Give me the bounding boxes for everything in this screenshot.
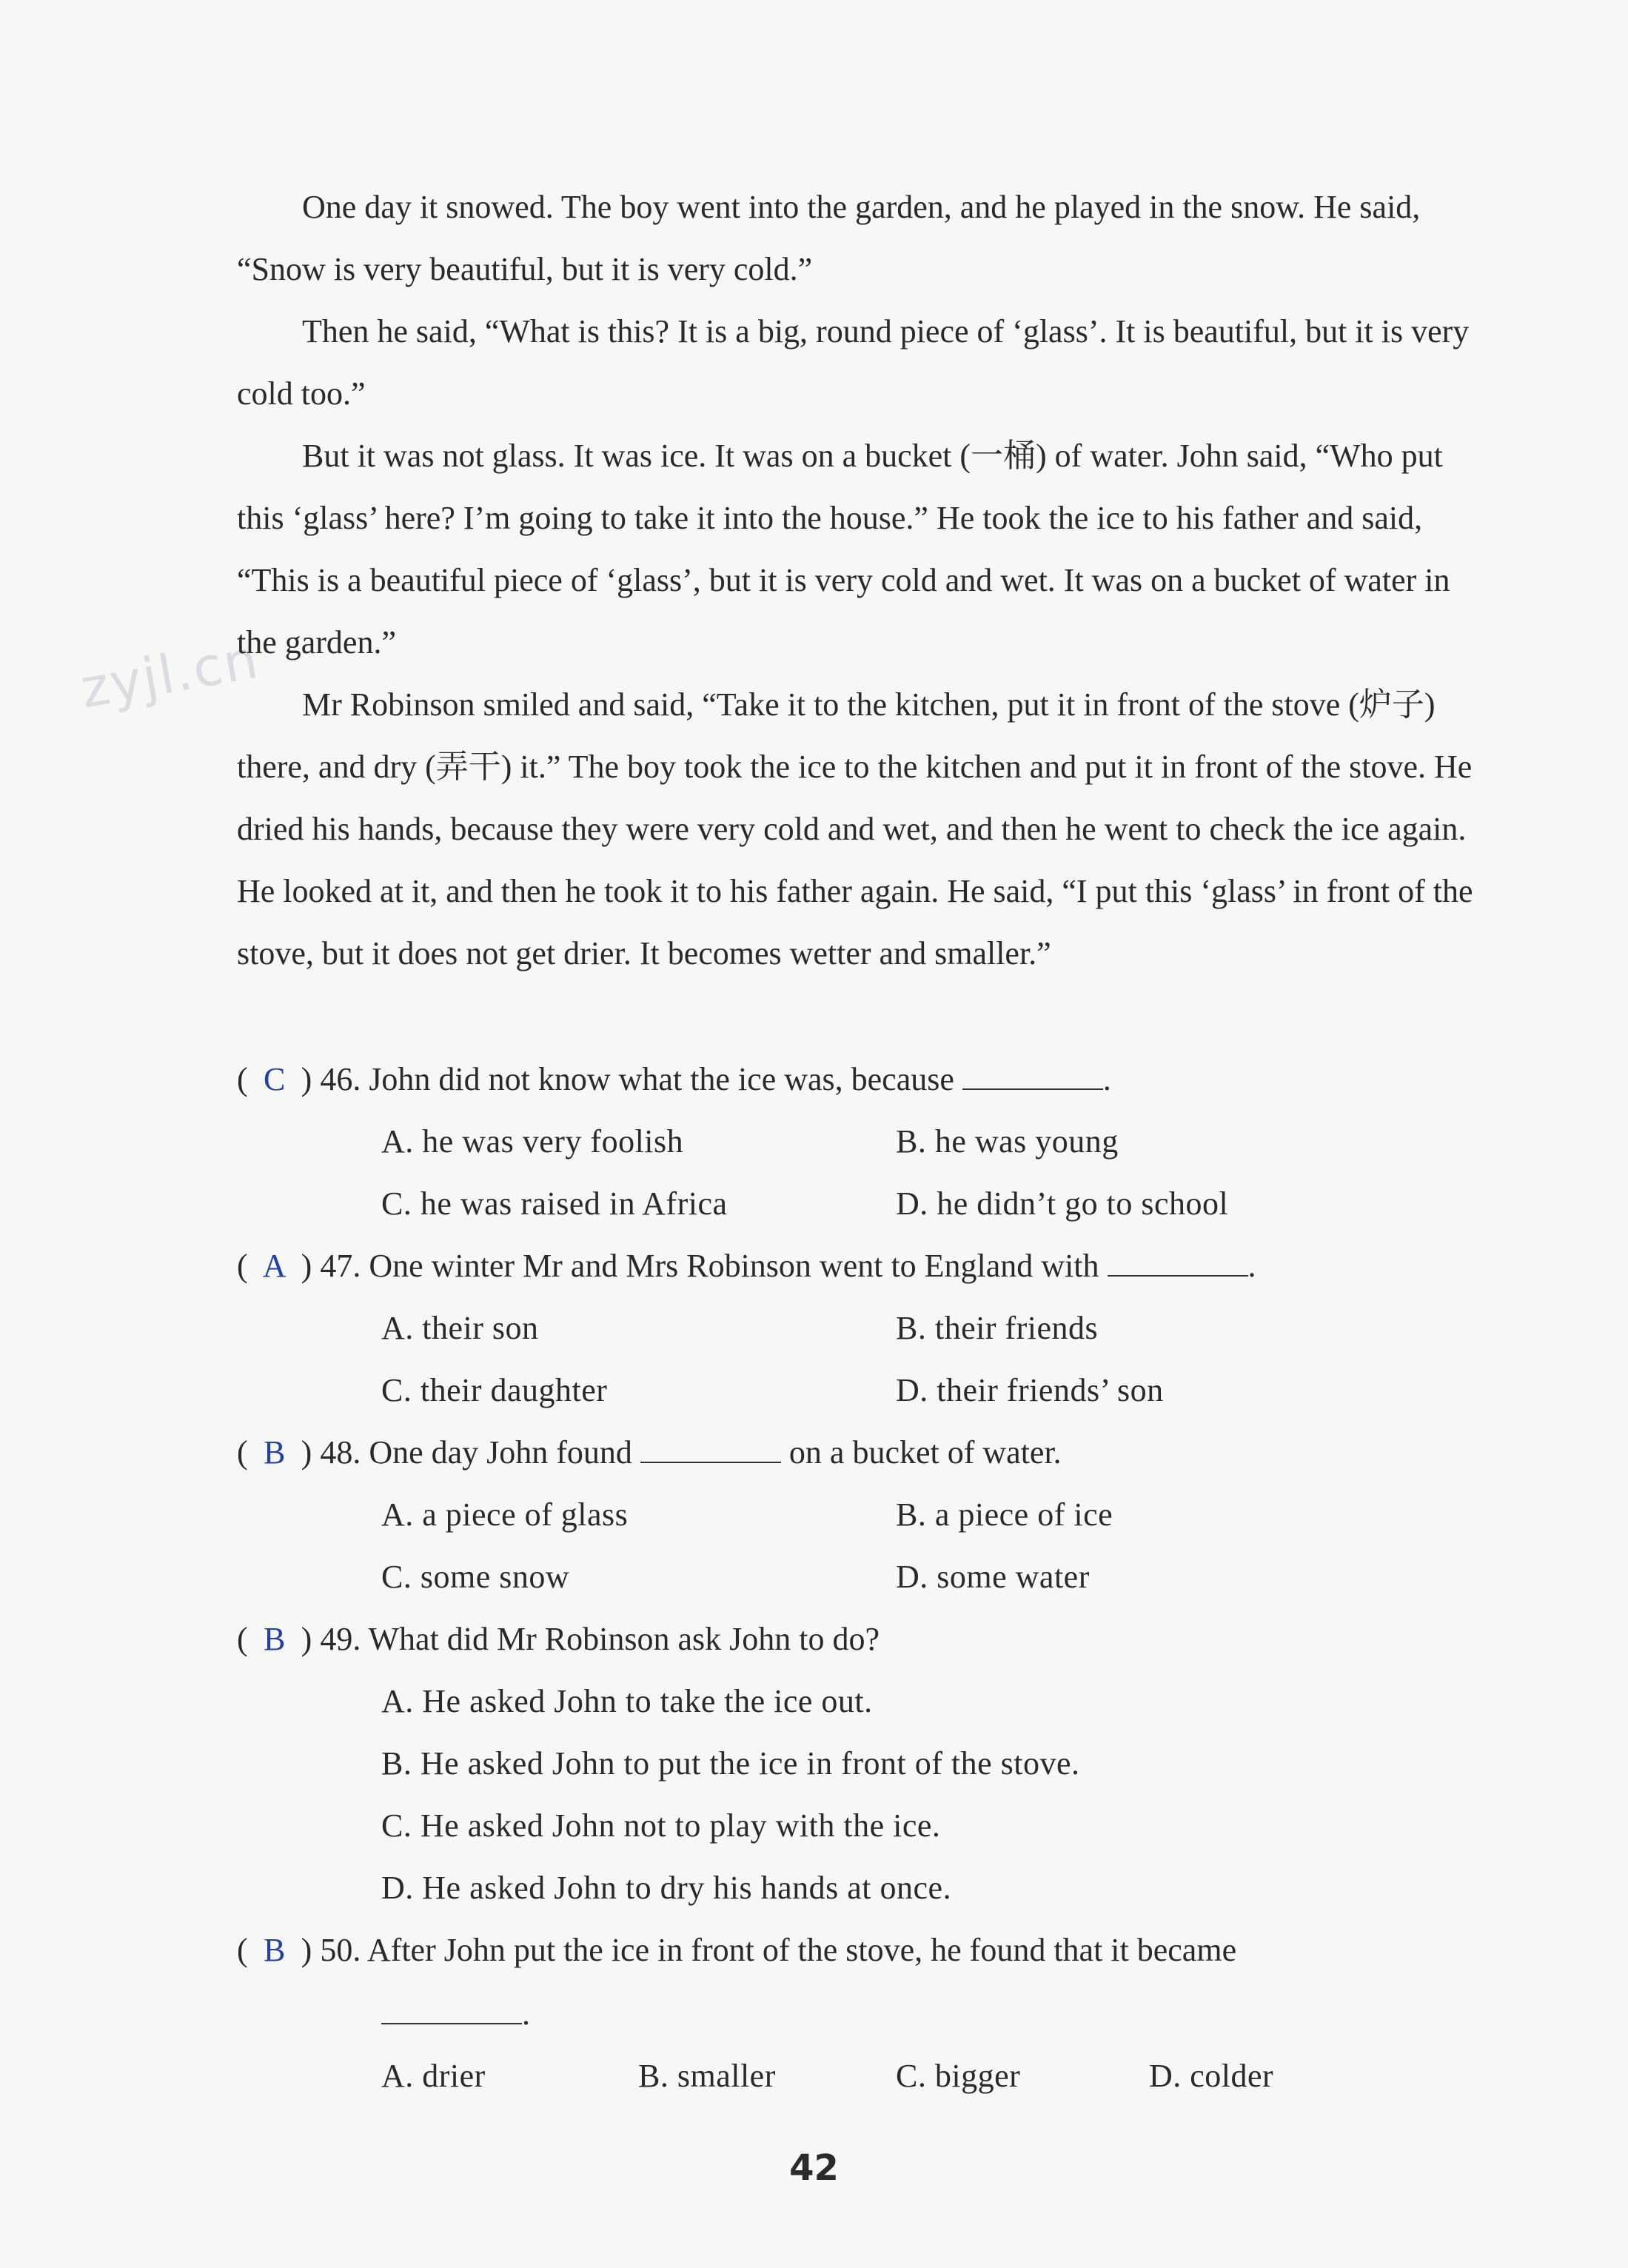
option: B. He asked John to put the ice in front of the stove.	[381, 1745, 1080, 1782]
passage-paragraph: But it was not glass. It was ice. It was on a bucket (一桶) of water. John said, “Who put this ‘glass’ here? I’m going to take it into the house.” He took the ice to his father and said, “This is a beautiful piece of ‘glass’, but it is very cold and wet. It was on a bucket of water in the garden.”	[237, 438, 1450, 660]
option: A. He asked John to take the ice out.	[381, 1683, 873, 1719]
answer-mark: C	[263, 1061, 286, 1097]
question-49: ( B ) 49. What did Mr Robinson ask John to do?	[237, 1617, 880, 1662]
option: A. he was very foolish	[381, 1123, 684, 1160]
answer-blank	[1108, 1268, 1248, 1277]
question-50: ( B ) 50. After John put the ice in front of the stove, he found that it became	[237, 1928, 1236, 1973]
watermark: zyjl.cn	[76, 627, 264, 720]
question-stem: 46. John did not know what the ice was, because	[320, 1061, 954, 1097]
option: A. their son	[381, 1310, 539, 1346]
answer-mark: B	[263, 1932, 286, 1968]
option: B. he was young	[896, 1123, 1119, 1160]
question-stem: 50. After John put the ice in front of the stove, he found that it became	[320, 1932, 1237, 1968]
answer-blank	[962, 1081, 1103, 1090]
option: D. colder	[1149, 2058, 1274, 2094]
option: D. their friends’ son	[896, 1372, 1164, 1408]
option: D. He asked John to dry his hands at once.	[381, 1870, 952, 1906]
passage-paragraph: Mr Robinson smiled and said, “Take it to the kitchen, put it in front of the stove (炉子) there, and dry (弄干) it.” The boy took the ice to the kitchen and put it in front of the stove. He dried his hands, because they were very cold and wet, and then he went to check the ice again. He looked at it, and then he took it to his father again. He said, “I put this ‘glass’ in front of the stove, but it does not get drier. It becomes wetter and smaller.”	[237, 686, 1473, 971]
question-stem: 49. What did Mr Robinson ask John to do?	[320, 1621, 880, 1657]
answer-blank	[640, 1454, 781, 1463]
passage-paragraph: Then he said, “What is this? It is a big, round piece of ‘glass’. It is beautiful, but it is very cold too.”	[237, 313, 1470, 412]
option: B. their friends	[896, 1310, 1099, 1346]
answer-blank	[381, 2016, 522, 2024]
option: B. smaller	[638, 2058, 776, 2094]
option: C. bigger	[896, 2058, 1021, 2094]
option: A. a piece of glass	[381, 1496, 629, 1533]
option: B. a piece of ice	[896, 1496, 1113, 1533]
question-47: ( A ) 47. One winter Mr and Mrs Robinson went to England with .	[237, 1244, 1256, 1288]
question-stem: 48. One day John found	[320, 1434, 632, 1471]
answer-mark: B	[263, 1621, 286, 1657]
answer-mark: A	[262, 1248, 287, 1284]
question-46: ( C ) 46. John did not know what the ice was, because .	[237, 1057, 1111, 1102]
question-48: ( B ) 48. One day John found on a bucket of water.	[237, 1431, 1062, 1475]
option: D. he didn’t go to school	[896, 1185, 1229, 1222]
option: C. their daughter	[381, 1372, 608, 1408]
answer-mark: B	[263, 1434, 286, 1471]
option: C. He asked John not to play with the ice.	[381, 1807, 941, 1844]
answer-blank-line: .	[381, 1992, 530, 2036]
option: C. he was raised in Africa	[381, 1185, 728, 1222]
option: D. some water	[896, 1559, 1090, 1595]
option: C. some snow	[381, 1559, 570, 1595]
page-number: 42	[789, 2147, 839, 2189]
question-stem: 47. One winter Mr and Mrs Robinson went to England with	[320, 1248, 1099, 1284]
option: A. drier	[381, 2058, 486, 2094]
passage-paragraph: One day it snowed. The boy went into the garden, and he played in the snow. He said, “Snow is very beautiful, but it is very cold.”	[237, 189, 1421, 287]
